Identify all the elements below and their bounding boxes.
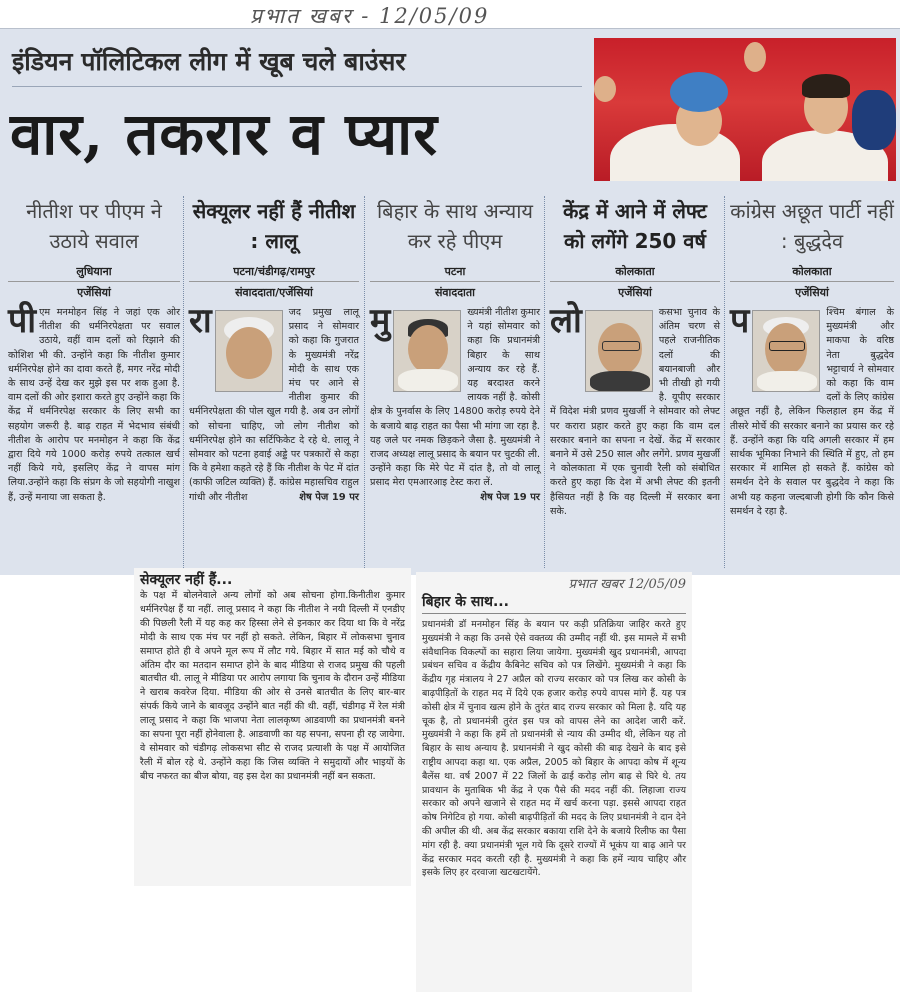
continuation-clipping xyxy=(134,568,411,886)
drop-cap: लो xyxy=(550,301,582,341)
continuation-body: के पक्ष में बोलनेवाले अन्य लोगों को अब सोचना होगा.किनीतीश कुमार धर्मनिरपेक्ष हैं या नहीं. लालू प्रसाद ने कहा कि नीतीश ने नयी दिल्ली में एनडीए की पिछली रैली में यह कह कर हिस्सा लेने से इनकार कर दिया था कि वे नरेंद्र मोदी के साथ एक मंच पर नहीं हो सकते. लेकिन, बिहार में लोकसभा चुनाव समाप्त होते ही वे अपने मूल रूप में लौट गये. बिहार में सात मई को चौथे व अंतिम दौर का मतदान समाप्त होने के बाद मीडिया से राजद प्रमुख की पहली बातचीत थी. लालू ने मीडिया पर आरोप लगाया कि चुनाव के दौरान उन्हें मीडिया ने खराब कवरेज दिया. मीडिया की ओर से उनसे बातचीत के लिए बार-बार संपर्क किये जाने के बावजूद उन्होंने बात नहीं की थी. वहीं, चंडीगढ़ में रेल मंत्री लालू प्रसाद ने कहा कि भाजपा नेता लालकृष्ण आडवाणी का प्रधानमंत्री बनने का सपना पूरा नहीं होनेवाला है. आडवाणी का यह सपना, सपना ही रह जायेगा. वे सोमवार को चंडीगढ़ लोकसभा सीट से राजद प्रत्याशी के पक्ष में आयोजित रैली में बोल रहे थे. उन्होंने कहा कि जिस व्यक्ति ने समुदायों और भाइयों के बीच नफरत का बीज बोया, वह इस देश का प्रधानमंत्री नहीं बन सकता. xyxy=(140,590,405,782)
continuation-title: बिहार के साथ... xyxy=(422,594,509,610)
byline: एजेंसियां xyxy=(795,286,829,299)
drop-cap: पी xyxy=(8,301,37,341)
handwritten-date: प्रभात खबर - 12/05/09 xyxy=(250,4,490,28)
article-column xyxy=(550,196,720,568)
article-column xyxy=(8,196,180,568)
main-headline: वार, तकरार व प्यार xyxy=(10,100,438,168)
article-column xyxy=(189,196,359,568)
article-title: सेक्यूलर नहीं हैं नीतीश : लालू xyxy=(192,199,356,253)
article-title: कांग्रेस अछूत पार्टी नहीं : बुद्धदेव xyxy=(730,199,894,253)
article-column xyxy=(370,196,540,568)
leaders-photo xyxy=(594,38,896,181)
drop-cap: मु xyxy=(370,301,391,341)
drop-cap: प xyxy=(730,301,750,341)
article-body: रा जद प्रमुख लालू प्रसाद ने सोमवार को कहा कि गुजरात के मुख्यमंत्री नरेंद्र मोदी के साथ एक मंच पर आने से नीतीश कुमार की धर्मनिरपेक्षता की पोल खुल गयी है. अब उन लोगों को सोचना चाहिए, जो लोग नीतीश को धर्मनिरपेक्ष होने का सर्टिफिकेट दे रहे थे. लालू ने सोमवार को पटना हवाई अड्डे पर पत्रकारों से कहा कि वे हमेशा कहते रहे हैं कि नीतीश के पेट में दांत (काफी जटिल व्यक्ति) हैं. कांग्रेस महासचिव राहुल गांधी और नीतीश शेष पेज 19 पर xyxy=(189,306,359,505)
title-rule xyxy=(422,613,686,614)
lalu-photo xyxy=(215,310,283,392)
handwritten-note: प्रभात खबर 12/05/09 xyxy=(568,577,686,592)
continuation-body: प्रधानमंत्री डॉ मनमोहन सिंह के बयान पर कड़ी प्रतिक्रिया जाहिर करते हुए मुख्यमंत्री ने कहा कि उनसे ऐसे वक्तव्य की उम्मीद नहीं थी. इस मामले में सभी संवैधानिक विकल्पों का सहारा लिया जायेगा. मुख्यमंत्री खुद प्रधानमंत्री, आपदा प्रबंधन सचिव व केंद्रीय कैबिनेट सचिव को पत्र लिखेंगे. मुख्यमंत्री ने कहा कि केंद्रीय गृह मंत्रालय ने 27 अप्रैल को राज्य सरकार को पत्र लिख कर कोसी के बाढ़पीड़ितों के राहत मद में दिये एक हजार करोड़ रुपये वापस मांगे हैं. यह पत्र कोसी क्षेत्र में चुनाव खत्म होने के तुरंत बाद राज्य सरकार को मिला है. यदि यह चूक है, तो प्रधानमंत्री तुरंत इस पत्र को वापस लेने का आदेश जारी करें. मुख्यमंत्री ने कहा कि हमें तो प्रधानमंत्री से न्याय की उम्मीद थी, लेकिन यह तो बिहार के साथ अन्याय है. प्रधानमंत्री ने खुद कोसी की बाढ़ देखने के बाद इसे राष्ट्रीय आपदा कहा था. एक अप्रैल, 2005 को बिहार के आपदा कोष में शून्य बैलेंस था. वर्ष 2007 में 22 जिलों के ढाई करोड़ लोग बाढ़ से घिरे थे. तय प्रावधान के मुताबिक भी केंद्र ने एक पैसे की मदद नहीं की. लिहाजा राज्य सरकार को अपने खजाने से राहत मद में खर्च करना पड़ा. इससे आपदा राहत कोष निगेटिव हो गया. कोसी बाढ़पीड़ितों की मदद के लिए प्रधानमंत्री ने दान देने की अपील की थी. अब केंद्र सरकार बकाया राशि देने के बजाये रिलीफ का पैसा मांग रही है. क्या प्रधानमंत्री भूल गये कि दूसरे राज्यों में भूकंप या बाढ़ आने पर केंद्र सरकार मदद करती रही है. मुख्यमंत्री ने कहा कि हमें न्याय चाहिए और इसके लिए हर दरवाजा खटखटायेंगे. xyxy=(422,619,686,879)
continued-note: शेष पेज 19 पर xyxy=(299,491,359,503)
kicker-rule xyxy=(12,86,582,87)
article-column xyxy=(730,196,894,568)
kicker-headline: इंडियन पॉलिटिकल लीग में खूब चले बाउंसर xyxy=(12,47,406,76)
byline: संवाददाता xyxy=(434,286,476,299)
continuation-title: सेक्यूलर नहीं हैं... xyxy=(140,572,233,588)
pranab-photo xyxy=(585,310,653,392)
article-body: लो कसभा चुनाव के अंतिम चरण से पहले राजनीतिक दलों की बयानबाजी और भी तीखी हो गयी है. यूपीए सरकार में विदेश मंत्री प्रणव मुखर्जी ने सोमवार को लेफ्ट पर करारा प्रहार करते हुए कहा कि वाम दल सरकार बनाने का सपना न देखें. केंद्र में सरकार बनाने में उसे 250 साल और लगेंगे. प्रणव मुखर्जी ने कोलकाता में एक चुनावी रैली को संबोधित करते हुए कहा कि देश में अभी लेफ्ट की इतनी हैसियत नहीं है कि वह दिल्ली में सरकार बना सके. xyxy=(550,301,720,517)
buddhadeb-photo xyxy=(752,310,820,392)
dateline-place: पटना xyxy=(370,264,540,282)
article-body: प श्चिम बंगाल के मुख्यमंत्री और माकपा के वरिष्ठ नेता बुद्धदेव भट्टाचार्य ने सोमवार को कहा कि वाम दलों के लिए कांग्रेस अछूत नहीं है, लेकिन फिलहाल हम केंद्र में तीसरे मोर्चे की सरकार बनाने का प्रयास कर रहे हैं. उन्होंने कहा कि यदि अगली सरकार में हम सार्थक भूमिका निभाने की स्थिति में हुए, तो हम सरकार में शामिल हो सकते हैं. कांग्रेस को समर्थन देने के सवाल पर बुद्धदेव ने कहा कि अभी यह कहना जल्दबाजी होगी कि कौन किसे समर्थन दे रहा है. xyxy=(730,301,894,517)
continued-note: शेष पेज 19 पर xyxy=(480,491,540,503)
column-divider xyxy=(544,196,545,568)
column-divider xyxy=(724,196,725,568)
continuation-clipping xyxy=(416,572,692,992)
dateline-place: कोलकाता xyxy=(550,264,720,282)
article-body: मु ख्यमंत्री नीतीश कुमार ने यहां सोमवार को कहा कि प्रधानमंत्री बिहार के साथ अन्याय कर रहे हैं. यह बरदाश्त करने लायक नहीं है. कोसी क्षेत्र के पुनर्वास के लिए 14800 करोड़ रुपये देने के बजाये बाढ़ राहत का पैसा भी मांगा जा रहा है. यह जले पर नमक छिड़कने जैसा है. मुख्यमंत्री ने राजद अध्यक्ष लालू प्रसाद के बयान पर चुटकी ली. उन्होंने कहा कि मेरे पेट में दांत है, तो वो लालू प्रसाद मेरा एमआरआइ टेस्ट करा लें. शेष पेज 19 पर xyxy=(370,306,540,491)
dateline-place: कोलकाता xyxy=(730,264,894,282)
column-divider xyxy=(183,196,184,568)
dateline-place: लुधियाना xyxy=(8,264,180,282)
article-title: नीतीश पर पीएम ने उठाये सवाल xyxy=(26,199,162,253)
column-divider xyxy=(364,196,365,568)
byline: एजेंसियां xyxy=(77,286,111,299)
byline: संवाददाता/एजेंसियां xyxy=(235,286,313,299)
article-body: पीएम मनमोहन सिंह ने जहां एक ओर नीतीश की धर्मनिरपेक्षता पर सवाल उठाये, वहीं वाम दलों को रिझाने की कोशिश भी की. उन्होंने कहा कि नीतीश कुमार धर्मनिरपेक्ष होने का दावा करते हैं, मगर नरेंद्र मोदी के साथ उन्हें देख कर मुझे इस पर शक हुआ है. वाम दलों की ओर इशारा करते हुए उन्होंने कहा कि केंद्र में धर्मनिरपेक्ष सरकार के लिए सभी का सहयोग जरूरी है. बाढ़ राहत में भेदभाव संबंधी नीतीश के आरोप पर मनमोहन ने कहा कि केंद्र द्वारा दिये गये 1000 करोड़ रुपये तत्काल खर्च नहीं किये गये, इसलिए केंद्र ने वापस मांग लिया.उन्होंने कहा कि संप्रग के जो सहयोगी नाखुश हैं, उन्हें मनाया जा सकता है. xyxy=(8,301,180,503)
nitish-photo xyxy=(393,310,461,392)
dateline-place: पटना/चंडीगढ़/रामपुर xyxy=(189,264,359,282)
article-title: केंद्र में आने में लेफ्ट को लगेंगे 250 वर्ष xyxy=(563,199,707,253)
byline: एजेंसियां xyxy=(618,286,652,299)
article-title: बिहार के साथ अन्याय कर रहे पीएम xyxy=(376,199,534,253)
drop-cap: रा xyxy=(189,301,212,341)
